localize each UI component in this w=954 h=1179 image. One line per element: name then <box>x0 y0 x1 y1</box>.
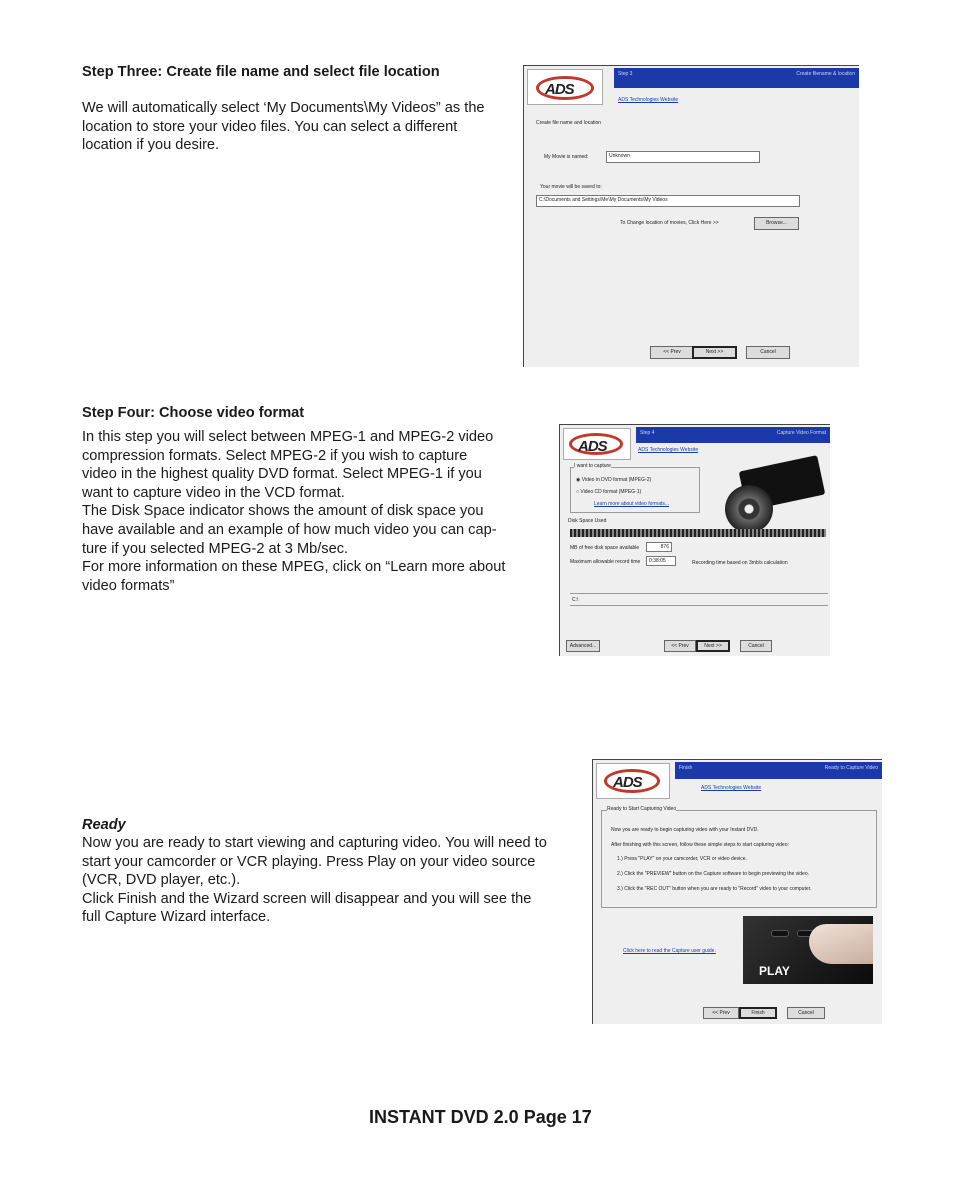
browse-button[interactable]: Browse... <box>754 217 799 230</box>
saved-label: Your movie will be saved to: <box>540 184 602 190</box>
text-line: For more information on these MPEG, click on “Learn more about <box>82 559 506 576</box>
section-label: Create file name and location <box>536 120 602 126</box>
step3-screenshot <box>523 65 859 367</box>
instruction-line: 1.) Press "PLAY" on your camcorder, VCR or video device. <box>617 856 747 862</box>
fingertip-shape <box>809 924 873 964</box>
next-button[interactable]: Next >> <box>696 640 730 652</box>
text-line: full Capture Wizard interface. <box>82 909 271 926</box>
cancel-button[interactable]: Cancel <box>787 1007 825 1019</box>
divider <box>570 605 828 606</box>
disk-space-meter <box>570 529 826 537</box>
calculation-note: Recording time based on 3mb/s calculation <box>692 560 788 566</box>
step4-text <box>82 428 542 595</box>
user-guide-link[interactable]: Click here to read the Capture user guide. <box>623 948 716 954</box>
text-line: ture if you selected MPEG-2 at 3 Mb/sec. <box>82 540 349 557</box>
disk-space-label: Disk Space Used <box>568 518 607 524</box>
ads-website-link[interactable]: ADS Technologies Website <box>638 447 699 453</box>
text-line: The Disk Space indicator shows the amount of disk space you <box>82 503 484 520</box>
mpeg2-radio[interactable]: ◉ Video in DVD format (MPEG-2) <box>576 477 652 483</box>
ready-screenshot <box>592 759 882 1024</box>
max-time-label: Maximum allowable record time <box>570 559 641 565</box>
cancel-button[interactable]: Cancel <box>746 346 790 359</box>
free-space-label: MB of free disk space available <box>570 545 640 551</box>
path-text: C:\ <box>572 597 579 603</box>
movie-name-field[interactable]: Unknown <box>606 151 760 163</box>
step4-heading: Step Four: Choose video format <box>82 405 305 421</box>
play-label: PLAY <box>759 964 790 978</box>
step3-paragraph <box>82 99 522 155</box>
text-line: video formats” <box>82 577 175 594</box>
prev-button[interactable]: << Prev <box>650 346 694 359</box>
page-footer: INSTANT DVD 2.0 Page 17 <box>369 1107 592 1127</box>
text-line: location to store your video files. You can select a different <box>82 118 458 135</box>
wizard-titlebar: Step 3 Create filename & location <box>614 68 859 88</box>
learn-more-link[interactable]: Learn more about video formats... <box>594 501 670 507</box>
max-time-field: 0:38:05 <box>646 556 676 566</box>
text-line: start your camcorder or VCR playing. Press Play on your video source <box>82 853 536 870</box>
group-label: I want to capture <box>574 463 611 469</box>
cancel-button[interactable]: Cancel <box>740 640 772 652</box>
group-label: Ready to Start Capturing Video <box>607 806 677 812</box>
text-line: (VCR, DVD player, etc.). <box>82 872 241 889</box>
instruction-line: 3.) Click the "REC OUT" button when you are ready to "Record" video to your computer. <box>617 886 812 892</box>
ready-text <box>82 834 587 927</box>
step3-heading: Step Three: Create file name and select file location <box>82 64 440 80</box>
mpeg1-radio[interactable]: ○ Video CD format (MPEG-1) <box>576 489 642 495</box>
text-line: Click Finish and the Wizard screen will disappear and you will see the <box>82 890 532 907</box>
ads-logo: ADS <box>596 763 670 799</box>
prev-button[interactable]: << Prev <box>664 640 696 652</box>
divider <box>570 593 828 594</box>
ads-website-link[interactable]: ADS Technologies Website <box>618 97 679 103</box>
text-line: want to capture video in the VCD format. <box>82 484 345 501</box>
ads-website-link[interactable]: ADS Technologies Website <box>701 785 762 791</box>
text-line: Now you are ready to start viewing and capturing video. You will need to <box>82 835 547 851</box>
text-line: We will automatically select ‘My Documents\My Videos” as the <box>82 100 485 116</box>
play-button-image <box>743 916 873 984</box>
free-space-field: 876 <box>646 542 672 552</box>
text-line: video in the highest quality DVD format. Select MPEG-1 if you <box>82 466 482 483</box>
record-button-shape <box>771 930 789 937</box>
text-line: location if you desire. <box>82 137 220 154</box>
ads-logo: ADS <box>527 69 603 105</box>
instruction-line: Now you are ready to begin capturing video with your Instant DVD. <box>611 827 759 833</box>
finish-button[interactable]: Finish <box>739 1007 777 1019</box>
prev-button[interactable]: << Prev <box>703 1007 739 1019</box>
name-label: My Movie is named: <box>544 154 589 160</box>
text-line: In this step you will select between MPEG-1 and MPEG-2 video <box>82 429 494 445</box>
instruction-line: 2.) Click the "PREVIEW" button on the Capture software to begin previewing the video. <box>617 871 809 877</box>
text-line: compression formats. Select MPEG-2 if you wish to capture <box>82 447 468 464</box>
step4-screenshot <box>559 424 830 656</box>
change-location-label: To Change location of movies, Click Here >> <box>620 220 719 226</box>
save-path-field[interactable]: C:\Documents and Settings\Me\My Documents\My Videos <box>536 195 800 207</box>
next-button[interactable]: Next >> <box>692 346 737 359</box>
instruction-line: After finishing with this screen, follow these simple steps to start capturing video: <box>611 842 789 848</box>
wizard-titlebar: Finish Ready to Capture Video <box>675 762 882 779</box>
ready-heading: Ready <box>82 817 126 833</box>
ads-logo: ADS <box>563 428 631 460</box>
advanced-button[interactable]: Advanced... <box>566 640 600 652</box>
wizard-titlebar: Step 4 Capture Video Format <box>636 427 830 443</box>
dvd-disc-image <box>725 485 773 533</box>
text-line: have available and an example of how much video you can cap- <box>82 521 497 538</box>
